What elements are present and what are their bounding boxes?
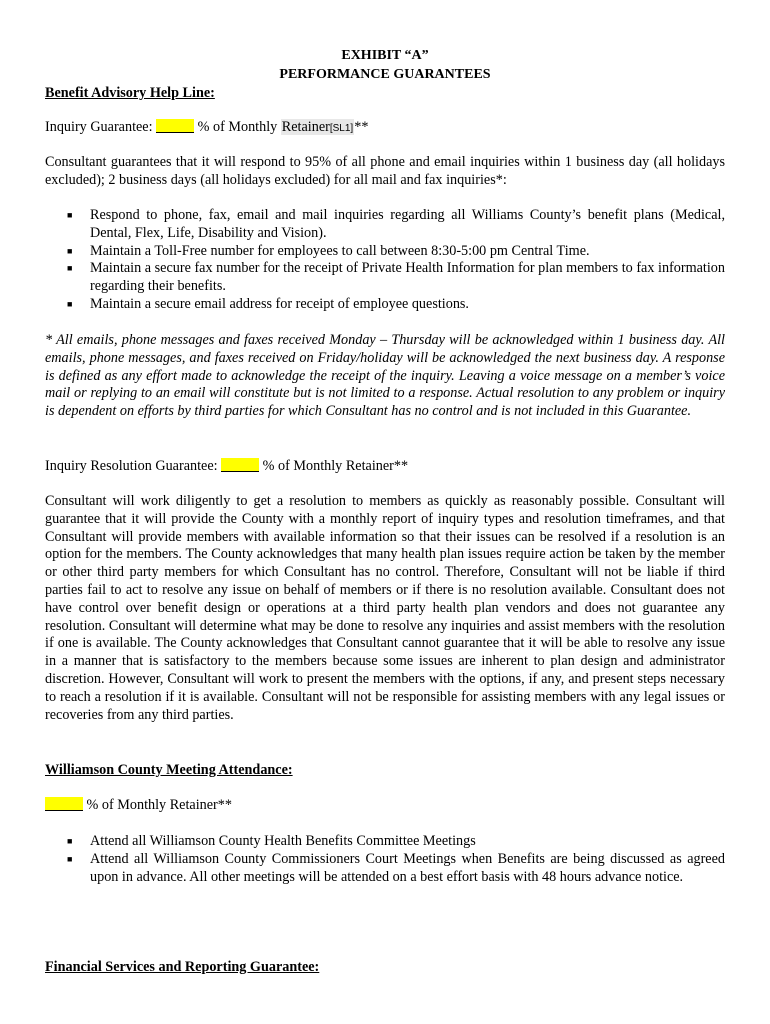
meeting-percent-blank[interactable] (45, 797, 83, 811)
list-item: ■ Maintain a Toll-Free number for employees to call between 8:30-5:00 pm Central Time. (67, 242, 590, 259)
benefit-advisory-heading: Benefit Advisory Help Line: (45, 85, 215, 101)
bullet-icon: ■ (67, 298, 73, 309)
list-item: ■ Attend all Williamson County Commissioners Court Meetings when Benefits are being discussed as agreed upon in advance. All other meetings will be attended on a best effort basis with 48 hours advance notice. (67, 850, 725, 885)
meeting-retainer-suffix: % of Monthly Retainer** (86, 797, 232, 813)
list-item: ■ Respond to phone, fax, email and mail inquiries regarding all Williams County’s benefit plans (Medical, Dental, Flex, Life, Disability and Vision). (67, 207, 725, 241)
performance-guarantees-title: PERFORMANCE GUARANTEES (279, 67, 491, 82)
list-item: ■ Attend all Williamson County Health Benefits Committee Meetings (67, 833, 476, 849)
list-item: ■ Maintain a secure email address for receipt of employee questions. (67, 295, 469, 312)
meeting-attendance-heading: Williamson County Meeting Attendance: (45, 762, 293, 778)
inquiry-guarantee-label: Inquiry Guarantee: (45, 119, 153, 135)
bullet-icon: ■ (67, 210, 73, 220)
inquiry-stars: ** (354, 119, 369, 135)
inquiry-suffix: % of Monthly (197, 119, 278, 135)
resolution-guarantee-label: Inquiry Resolution Guarantee: (45, 458, 218, 474)
resolution-paragraph: Consultant will work diligently to get a resolution to members as quickly as reasonably possible. Consultant will guarantee that it will provide the County with a monthly report of inquiry types and resolution timeframes, and that Consultant will provide members with available information so that their issues can be resolved if a resolution is an option for the members. The County acknowledges that many health plan issues require action be taken by the member or other third party members for which Consultant has no control. Therefore, Consultant will not be liable if third parties fail to act to resolve any issue on behalf of members or if there is no resolution available. Consultant does not have control over benefit design or operations at a third party health plan vendors and does not guarantee any resolution. Consultant will determine what may be done to resolve any inquiries and assist members with the resolution if one is available. The County acknowledges that Consultant cannot guarantee that it will be able to resolve any issue in a manner that is satisfactory to the members because some issues are inherent to plan design and administrator discretion. However, Consultant will work to present the members with the options, if any, and present steps necessary to reach a resolution if it is available. Consultant will not be responsible for assisting members with any legal issues or recoveries from any third parties. (45, 493, 725, 723)
bullet-icon: ■ (67, 245, 73, 256)
retainer-comment-anchor[interactable]: Retainer[SL1] (281, 119, 354, 135)
resolution-suffix: % of Monthly Retainer** (262, 458, 409, 474)
financial-services-heading: Financial Services and Reporting Guarantee: (45, 959, 320, 975)
list-item: ■ Maintain a secure fax number for the receipt of Private Health Information for plan members to fax information regarding their benefits. (67, 260, 725, 295)
bullet-icon: ■ (67, 263, 73, 274)
meeting-retainer-line (45, 797, 232, 814)
benefit-bullet-list (45, 207, 725, 314)
meeting-bullet-list (45, 833, 725, 886)
bullet-icon: ■ (67, 836, 73, 846)
inquiry-intro-paragraph: Consultant guarantees that it will respond to 95% of all phone and email inquiries within 1 business day (all holidays excluded); 2 business days (all holidays excluded) for all mail and fax inquiries*: (45, 154, 725, 188)
resolution-percent-blank[interactable] (221, 458, 259, 472)
inquiry-percent-blank[interactable] (156, 119, 194, 133)
resolution-guarantee-line (45, 458, 408, 475)
exhibit-title: EXHIBIT “A” (341, 48, 429, 63)
inquiry-guarantee-line (45, 119, 368, 136)
bullet-icon: ■ (67, 853, 73, 864)
comment-tag: [SL1] (329, 123, 354, 134)
inquiry-footnote: * All emails, phone messages and faxes received Monday – Thursday will be acknowledged within 1 business day. All emails, phone messages, and faxes received on Friday/holiday will be acknowledged the next business day. A response is defined as any effort made to acknowledge the receipt of the inquiry. Leaving a voice message on a member’s voice mail or replying to an email will constitute but is not limited to a response. Actual resolution to any problem or inquiry is dependent on efforts by third parties for which Consultant has no control and is not included in this Guarantee. (45, 332, 725, 420)
